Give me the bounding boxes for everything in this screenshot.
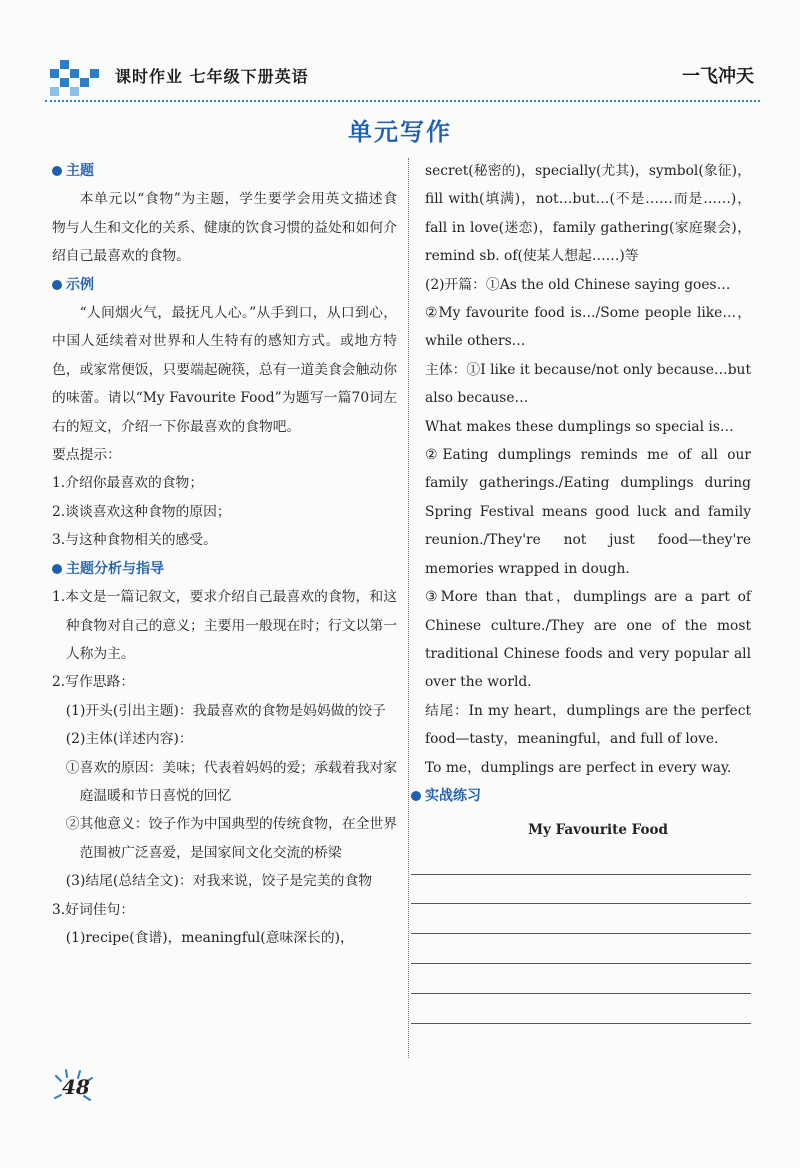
analysis-para-2: 2.写作思路： bbox=[52, 674, 135, 691]
vocab-continued: secret(秘密的)，specially(尤其)，symbol(象征)，fill with(填满)，not…but…(不是……而是……)，fall in love(迷恋)，family gathering(家庭聚会)，remind sb. of(使某人想起……)等 bbox=[425, 163, 751, 265]
bullet-dot-icon bbox=[52, 280, 62, 290]
outline-body: (2)主体(详述内容)： bbox=[65, 731, 193, 748]
section-analysis: 主题分析与指导 bbox=[52, 555, 397, 583]
right-column bbox=[425, 157, 751, 1024]
point-item: 1.介绍你最喜欢的食物； bbox=[52, 475, 204, 492]
bullet-dot-icon bbox=[52, 564, 62, 574]
ending-phrases-2: To me，dumplings are perfect in every way. bbox=[425, 759, 732, 776]
outline-opening: (1)开头(引出主题)：我最喜欢的食物是妈妈做的饺子 bbox=[65, 702, 386, 719]
outline-ending: (3)结尾(总结全文)：对我来说，饺子是完美的食物 bbox=[65, 873, 373, 890]
bullet-dot-icon bbox=[52, 166, 62, 176]
outline-body-reason: ①喜欢的原因：美味；代表着妈妈的爱；承载着我对家庭温暖和节日喜悦的回忆 bbox=[65, 759, 397, 804]
body-phrases-3: ③More than that，dumplings are a part of Chinese culture./They are one of the most traditional Chinese foods and very popular all over the world. bbox=[425, 589, 751, 691]
vocab-line: (1)recipe(食谱)，meaningful(意味深长的)， bbox=[65, 929, 354, 946]
writing-line[interactable] bbox=[411, 904, 751, 934]
section-example: 示例 bbox=[52, 271, 397, 299]
writing-line[interactable] bbox=[411, 964, 751, 994]
header-divider bbox=[45, 100, 760, 102]
bullet-dot-icon bbox=[411, 791, 421, 801]
page-title: 单元写作 bbox=[348, 117, 452, 146]
body-phrases-1b: What makes these dumplings so special is… bbox=[425, 418, 734, 435]
logo-squares-icon bbox=[50, 60, 102, 96]
point-item: 3.与这种食物相关的感受。 bbox=[52, 532, 217, 549]
writing-line[interactable] bbox=[411, 934, 751, 964]
writing-line[interactable] bbox=[411, 875, 751, 905]
outline-body-meaning: ②其他意义：饺子作为中国典型的传统食物，在全世界范围被广泛喜爱，是国家间文化交流的桥梁 bbox=[65, 816, 397, 861]
section-topic: 主题 bbox=[52, 157, 397, 185]
analysis-para-1: 1.本文是一篇记叙文，要求介绍自己最喜欢的食物，和这种食物对自己的意义；主要用一般现在时；行文以第一人称为主。 bbox=[52, 589, 397, 662]
page-number: 48 bbox=[62, 1075, 90, 1099]
body-phrases-2: ②Eating dumplings reminds me of all our family gatherings./Eating dumplings during Spring Festival means good luck and family reunion./They're not just food—they're memories wrapped in dough. bbox=[425, 447, 751, 577]
column-divider bbox=[408, 158, 409, 1058]
points-label: 要点提示： bbox=[52, 447, 121, 464]
writing-line[interactable] bbox=[411, 994, 751, 1024]
point-item: 2.谈谈喜欢这种食物的原因； bbox=[52, 503, 231, 520]
writing-line[interactable] bbox=[411, 845, 751, 875]
opening-phrases-2: ②My favourite food is…/Some people like…，while others… bbox=[425, 305, 751, 350]
page-header bbox=[45, 58, 760, 102]
analysis-para-3: 3.好词佳句： bbox=[52, 901, 135, 918]
section-practice: 实战练习 bbox=[411, 782, 751, 810]
body-phrases-1: 主体：①I like it because/not only because…but also because… bbox=[425, 361, 751, 407]
opening-phrases: (2)开篇：①As the old Chinese saying goes… bbox=[425, 276, 731, 293]
ending-phrases-1: 结尾：In my heart，dumplings are the perfect food—tasty，meaningful，and full of love. bbox=[425, 702, 751, 748]
left-column bbox=[52, 157, 397, 952]
example-text: “人间烟火气，最抚凡人心。”从手到口，从口到心，中国人延续着对世界和人生特有的感知方式。或地方特色，或家常便饭，只要端起碗筷，总有一道美食会触动你的味蕾。请以“My Favourite Food”为题写一篇70词左右的短文，介绍一下你最喜欢的食物吧。 bbox=[52, 305, 397, 435]
topic-text: 本单元以“食物”为主题，学生要学会用英文描述食物与人生和文化的关系、健康的饮食习惯的益处和如何介绍自己最喜欢的食物。 bbox=[52, 191, 397, 265]
book-title: 课时作业 七年级下册英语 bbox=[115, 67, 309, 86]
writing-title: My Favourite Food bbox=[528, 822, 668, 839]
brand-mark: 一飞冲天 bbox=[682, 66, 754, 87]
